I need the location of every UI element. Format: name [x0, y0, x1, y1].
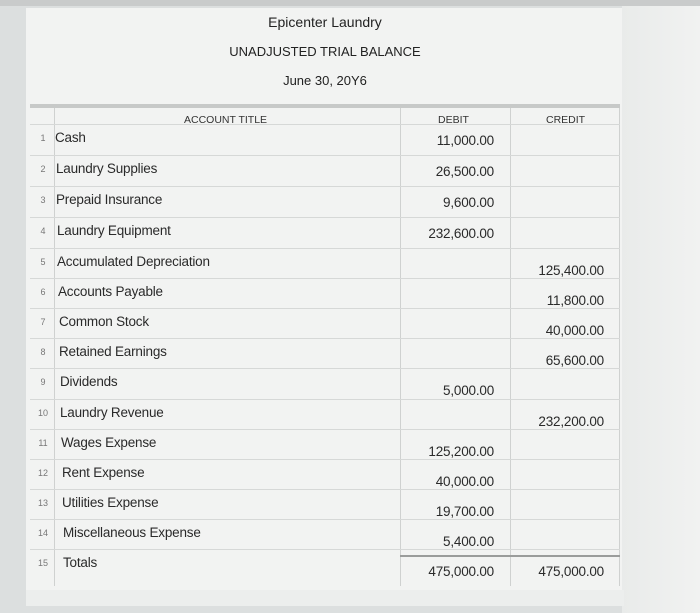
table-row: [30, 429, 620, 460]
credit-amount: 40,000.00: [545, 323, 604, 338]
row-number: 8: [40, 347, 46, 357]
company-name: Epicenter Laundry: [268, 14, 382, 30]
account-title: Rent Expense: [62, 465, 145, 480]
account-title: Cash: [55, 130, 86, 145]
row-number: 14: [37, 528, 48, 538]
row-number: 11: [38, 438, 48, 448]
debit-amount: 9,600.00: [443, 195, 494, 210]
row-number: 12: [37, 468, 48, 478]
account-title: Totals: [63, 555, 98, 570]
row-number: 1: [40, 133, 46, 143]
account-title: Retained Earnings: [59, 344, 167, 359]
row-number: 4: [40, 226, 46, 236]
table-row: [30, 338, 620, 369]
report-date: June 30, 20Y6: [283, 73, 367, 88]
trial-balance-table: [30, 104, 620, 584]
table-row: [30, 489, 620, 520]
debit-amount: 19,700.00: [435, 504, 494, 519]
debit-amount: 5,400.00: [443, 534, 494, 549]
account-title: Accounts Payable: [58, 284, 163, 299]
row-number: 7: [40, 317, 46, 327]
debit-amount: 11,000.00: [436, 133, 494, 148]
debit-amount: 26,500.00: [435, 164, 494, 179]
credit-amount: 475,000.00: [538, 564, 604, 579]
table-row: [30, 368, 620, 399]
debit-amount: 125,200.00: [428, 444, 494, 459]
debit-amount: 475,000.00: [428, 564, 494, 579]
row-number: 10: [37, 408, 48, 418]
table-row: [30, 217, 620, 248]
debit-total-rule: [400, 555, 510, 557]
row-number: 2: [40, 164, 46, 174]
debit-amount: 40,000.00: [435, 474, 494, 489]
table-row: [30, 519, 620, 550]
row-number: 15: [37, 558, 48, 568]
credit-amount: 11,800.00: [546, 293, 604, 308]
table-row: [30, 186, 620, 217]
row-number: 5: [40, 257, 46, 267]
credit-amount: 65,600.00: [545, 353, 604, 368]
table-row: [30, 549, 620, 580]
right-margin: [622, 6, 700, 613]
table-row: [30, 278, 620, 309]
account-title: Miscellaneous Expense: [63, 525, 201, 540]
account-title: Wages Expense: [61, 435, 157, 450]
table-row: [30, 155, 620, 186]
table-row: [30, 459, 620, 490]
account-title: Prepaid Insurance: [56, 192, 163, 207]
table-top-rule: [30, 104, 620, 108]
table-row: [30, 124, 620, 155]
top-edge: [0, 0, 700, 6]
row-number: 13: [37, 498, 48, 508]
account-title: Utilities Expense: [62, 495, 159, 510]
row-number: 9: [40, 377, 46, 387]
credit-amount: 232,200.00: [538, 414, 604, 429]
column-header-debit: DEBIT: [438, 114, 469, 126]
debit-amount: 5,000.00: [443, 383, 494, 398]
account-title: Common Stock: [59, 314, 149, 329]
account-title: Laundry Supplies: [56, 161, 158, 176]
table-row: [30, 399, 620, 430]
table-row: [30, 248, 620, 279]
column-header-account: ACCOUNT TITLE: [184, 114, 268, 126]
credit-amount: 125,400.00: [538, 263, 604, 278]
column-header-credit: CREDIT: [546, 114, 586, 126]
paper-bottom: [26, 590, 624, 606]
account-title: Accumulated Depreciation: [57, 254, 210, 269]
account-title: Laundry Equipment: [57, 223, 171, 238]
account-title: Laundry Revenue: [60, 405, 164, 420]
debit-amount: 232,600.00: [428, 226, 494, 241]
account-title: Dividends: [60, 374, 118, 389]
table-row: [30, 308, 620, 339]
row-number: 3: [40, 195, 46, 205]
credit-total-rule: [510, 555, 620, 557]
row-number: 6: [40, 287, 46, 297]
report-title: UNADJUSTED TRIAL BALANCE: [229, 44, 421, 59]
